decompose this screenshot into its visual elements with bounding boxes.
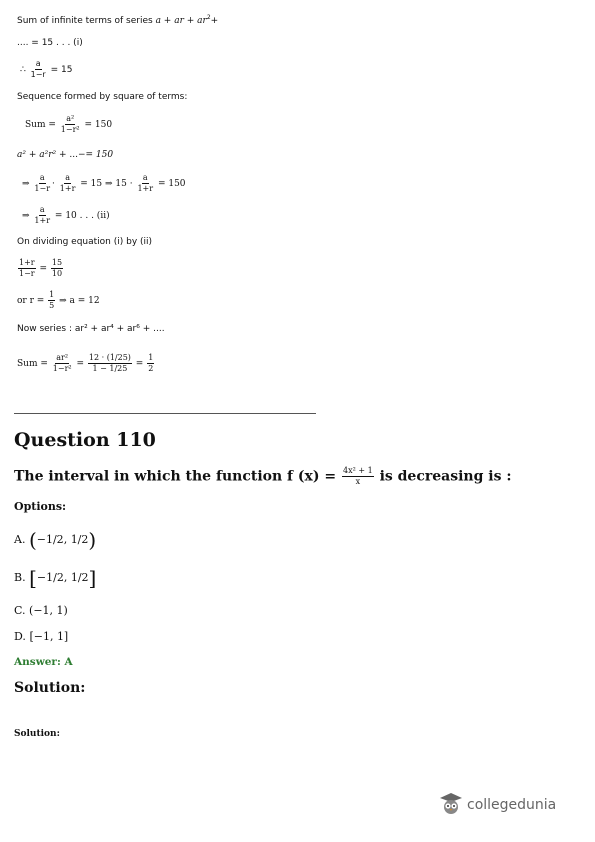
step-line-2: .... = 15 . . . (i) <box>17 38 83 48</box>
solution-heading: Solution: <box>14 680 86 696</box>
step-line-9: On dividing equation (i) by (ii) <box>17 237 153 247</box>
step-line-12: Now series : ar² + ar⁴ + ar⁶ + .... <box>17 324 165 334</box>
step-line-1: Sum of infinite terms of series a + ar + $ar^2+$ <box>17 14 219 26</box>
step-line-3: ∴ $\frac{a}{1-r}$ = 15 <box>20 59 73 79</box>
section-divider <box>14 413 316 414</box>
step-line-13: Sum = $\frac{\text{ar²}}{\text{1−r²}}$ = $\frac{12 \cdot (1/25)}{1 - 1/25}$ = $\frac{1}{2}$ <box>17 353 154 373</box>
option-b[interactable]: B. [−1/2, 1/2] <box>14 566 97 590</box>
question-text: The interval in which the function f (x) = $\frac{\text{4x² + 1}}{x}$ is decreasing is : <box>14 466 512 486</box>
graduate-owl-icon <box>438 790 464 820</box>
step-line-6: a² + a²r² + ...−= 150 <box>17 150 114 160</box>
options-label: Options: <box>14 500 67 513</box>
step-line-10: $\frac{1+r}{1-r}$ = $\frac{15}{10}$ <box>19 258 63 278</box>
question-title: Question 110 <box>14 429 156 451</box>
option-d[interactable]: D. [−1, 1] <box>14 630 69 643</box>
solution-subheading: Solution: <box>14 729 60 739</box>
brand-name: collegedunia <box>467 797 557 813</box>
option-c[interactable]: C. (−1, 1) <box>14 604 68 617</box>
step-line-7: ⇒ $\frac{a}{1-r}$ · $\frac{a}{1+r}$ = 15 ⇒ 15 · $\frac{a}{1+r}$ = 150 <box>22 173 186 193</box>
step-line-5: Sum = $\frac{\text{a²}}{\text{1−r²}}$ = 150 <box>25 114 113 134</box>
brand-logo <box>438 790 556 820</box>
step-line-4: Sequence formed by square of terms: <box>17 92 188 102</box>
answer-label: Answer: A <box>14 656 73 668</box>
option-a[interactable]: A. (−1/2, 1/2) <box>14 528 97 552</box>
step-line-11: or r = $\frac{1}{5}$ ⇒ a = 12 <box>17 290 100 310</box>
step-line-8: ⇒ $\frac{a}{1+r}$ = 10 . . . (ii) <box>22 205 110 225</box>
